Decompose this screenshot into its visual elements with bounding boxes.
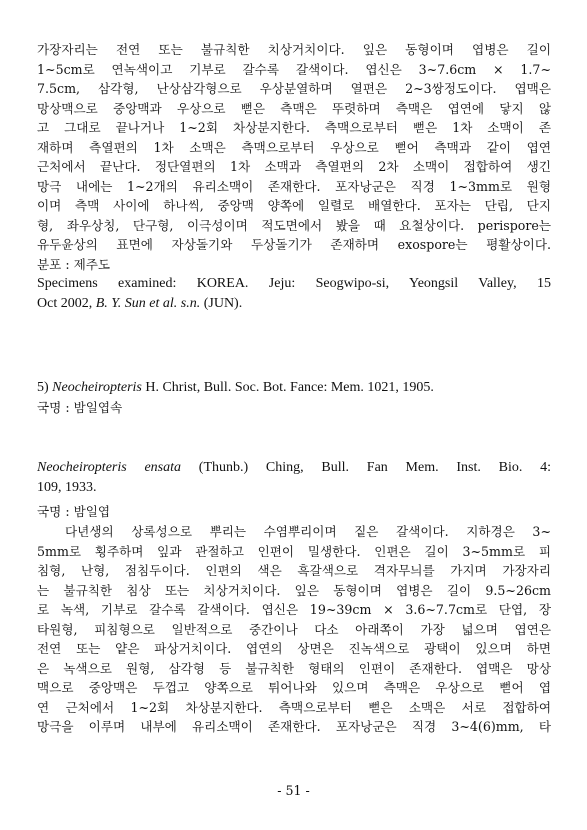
text-line: 가장자리는 전연 또는 불규칙한 치상거치이다. 잎은 동형이며 엽병은 길이 bbox=[37, 42, 551, 57]
species-citation bbox=[37, 458, 551, 478]
genus-heading bbox=[37, 378, 551, 417]
species-heading bbox=[37, 458, 551, 522]
species-citation-2: 109, 1933. bbox=[37, 479, 97, 495]
text-line: 5mm로 횡주하며 잎과 관절하고 인편이 밀생한다. 인편은 길이 3~5mm로 피 bbox=[37, 543, 551, 559]
text-line: 망상맥으로 중앙맥과 우상으로 뻗은 측맥은 뚜렷하며 측맥은 엽연에 닿지 않 bbox=[37, 100, 551, 116]
text-line: 망극 내에는 1~2개의 유리소맥이 존재한다. 포자낭군은 직경 1~3mm로 원형 bbox=[37, 178, 551, 194]
species-korean-name: 국명 : 밤일엽 bbox=[37, 504, 111, 519]
text-line: 이며 측맥 사이에 하나씩, 중앙맥 양쪽에 일렬로 배열한다. 포자는 단립, 단지 bbox=[37, 198, 551, 213]
text-line: 로 녹색, 기부로 갈수록 갈색이다. 엽신은 19~39cm × 3.6~7.7cm로 단엽, 장 bbox=[37, 602, 551, 617]
species-description bbox=[37, 522, 551, 737]
specimens-line-2 bbox=[37, 294, 551, 314]
distribution-line: 분포 : 제주도 bbox=[37, 256, 111, 272]
species-authority: (Thunb.) Ching, Bull. Fan Mem. Inst. Bio. 4: bbox=[181, 460, 551, 475]
herbarium-code: (JUN). bbox=[200, 295, 243, 311]
genus-korean-name: 국명 : 밤일엽속 bbox=[37, 399, 123, 415]
text-line: 고 그대로 끝나거나 1~2회 차상분지한다. 측맥으로부터 뻗은 1차 소맥이 존 bbox=[37, 120, 551, 135]
specimens-date: Oct 2002, bbox=[37, 295, 96, 311]
text-line: 연 근처에서 1~2회 차상분지한다. 측맥으로부터 뻗은 소맥은 서로 접합하여 bbox=[37, 699, 551, 715]
text-line: 7.5cm, 삼각형, 난상삼각형으로 우상분열하며 열편은 2~3쌍정도이다. 엽맥은 bbox=[37, 81, 551, 96]
text-line: 재하며 측열편의 1차 소맥은 측맥으로부터 우상으로 뻗어 측맥과 같이 엽연 bbox=[37, 139, 551, 155]
text-line: 유두윤상의 표면에 자상돌기와 두상돌기가 존재하며 exospore는 평활상이다. bbox=[37, 237, 551, 252]
text-line: 1~5cm로 연녹색이고 기부로 갈수록 갈색이다. 엽신은 3~7.6cm × 1.7~ bbox=[37, 61, 551, 77]
genus-name: Neocheiropteris bbox=[52, 380, 142, 395]
text-line: 근처에서 끝난다. 정단열편의 1차 소맥과 측열편의 2차 소맥이 접합하여 생긴 bbox=[37, 159, 551, 174]
text-line: 형, 좌우상칭, 단구형, 이극성이며 적도면에서 봤을 때 요철상이다. perispore는 bbox=[37, 217, 551, 233]
text-line: 은 녹색으로 원형, 삼각형 등 불규칙한 형태의 인편이 존재한다. 엽맥은 망상 bbox=[37, 660, 551, 676]
genus-citation bbox=[37, 378, 551, 398]
description-paragraph bbox=[37, 40, 551, 313]
text-line: 는 불규칙한 침상 또는 치상거치이다. 잎은 동형이며 엽병은 길이 9.5~26cm bbox=[37, 582, 551, 598]
text-line: 맥으로 중앙맥은 두껍고 양쪽으로 튀어나와 있으며 측맥은 우상으로 뻗어 엽 bbox=[37, 680, 551, 695]
specimens-line: Specimens examined: KOREA. Jeju: Seogwipo-si, Yeongsil Valley, 15 bbox=[37, 276, 551, 291]
text-line: 타원형, 피침형으로 일반적으로 중간이나 다소 아래쪽이 가장 넓으며 엽연은 bbox=[37, 621, 551, 637]
page-number: - 51 - bbox=[277, 783, 310, 798]
genus-number: 5) bbox=[37, 380, 53, 395]
text-line: 침형, 난형, 점침두이다. 인편의 색은 흑갈색으로 격자무늬를 가지며 가장자리 bbox=[37, 563, 551, 578]
text-line: 다년생의 상록성으로 뿌리는 수염뿌리이며 짙은 갈색이다. 지하경은 3~ bbox=[65, 524, 551, 539]
species-name: Neocheiropteris ensata bbox=[37, 460, 182, 475]
collector-name: B. Y. Sun et al. s.n. bbox=[95, 295, 201, 311]
genus-authority: H. Christ, Bull. Soc. Bot. Fance: Mem. 1021, 1905. bbox=[141, 380, 434, 395]
text-line: 망극을 이루며 내부에 유리소맥이 존재한다. 포자낭군은 직경 3~4(6)mm, 타 bbox=[37, 719, 551, 734]
text-line: 전연 또는 얕은 파상거치이다. 엽연의 상면은 진녹색으로 광택이 있으며 하면 bbox=[37, 641, 551, 656]
